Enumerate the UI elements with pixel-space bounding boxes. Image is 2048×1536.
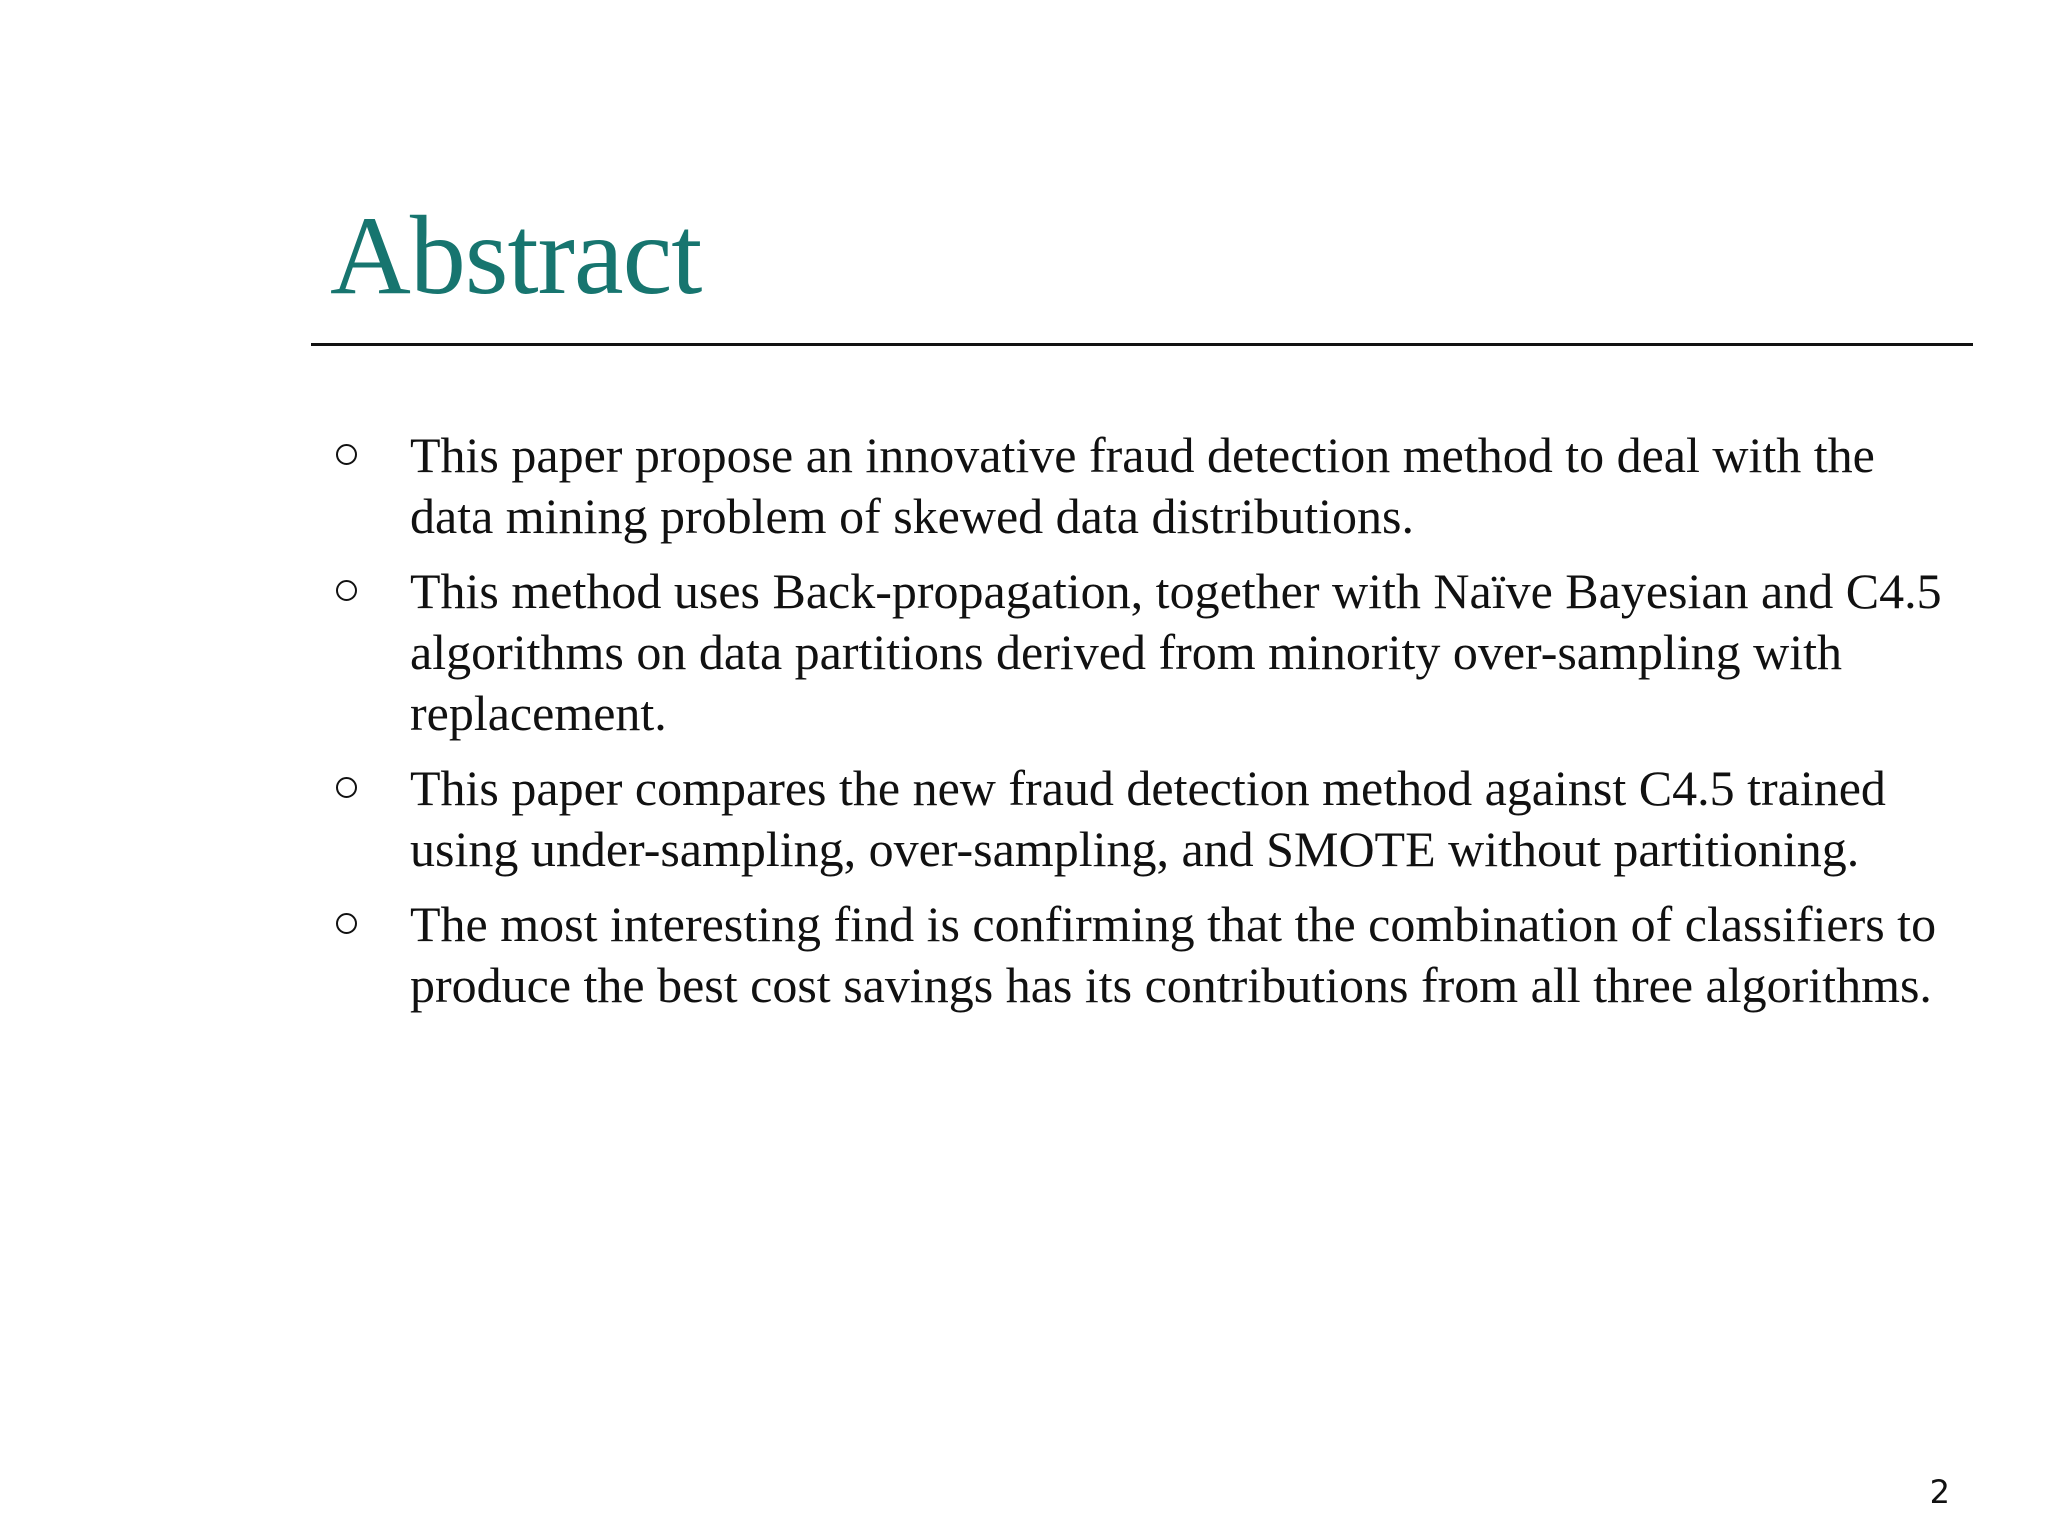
hollow-circle-bullet-icon	[336, 580, 357, 601]
bullet-text: This paper compares the new fraud detection method against C4.5 trained using under-sampling, over-sampling, and SMOTE without partitioning.	[410, 760, 1886, 877]
hollow-circle-bullet-icon	[336, 777, 357, 798]
bullet-text: This method uses Back-propagation, together with Naïve Bayesian and C4.5 algorithms on data partitions derived from minority over-sampling with replacement.	[410, 563, 1942, 741]
title-divider	[311, 343, 1973, 346]
bullet-item	[330, 561, 1970, 744]
bullet-text: This paper propose an innovative fraud detection method to deal with the data mining problem of skewed data distributions.	[410, 427, 1875, 544]
bullet-item	[330, 758, 1970, 880]
bullet-item	[330, 894, 1970, 1016]
page-number: 2	[1929, 1473, 1950, 1511]
hollow-circle-bullet-icon	[336, 913, 357, 934]
slide-title: Abstract	[330, 194, 702, 318]
hollow-circle-bullet-icon	[336, 444, 357, 465]
bullet-list	[330, 425, 1970, 1030]
bullet-text: The most interesting find is confirming that the combination of classifiers to produce the best cost savings has its contributions from all three algorithms.	[410, 896, 1937, 1013]
bullet-item	[330, 425, 1970, 547]
